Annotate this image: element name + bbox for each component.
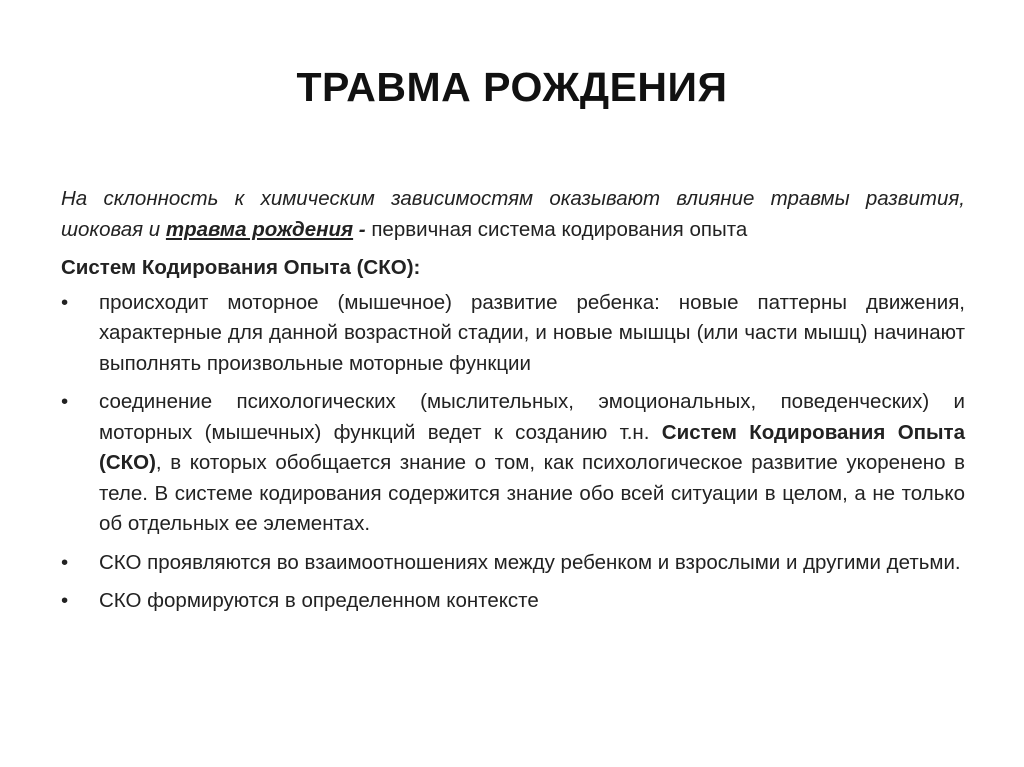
list-item (61, 548, 965, 579)
intro-dash: - (353, 217, 366, 241)
list-item (61, 586, 965, 617)
slide-title: ТРАВМА РОЖДЕНИЯ (296, 64, 728, 110)
bullet-text: происходит моторное (мышечное) развитие ребенка: новые паттерны движения, характерные для данной возрастной стадии, и новые мышцы (или части мышц) начинают выполнять произвольные моторные функции (99, 290, 965, 375)
bullet-icon: • (61, 290, 69, 314)
intro-italic-text: На склонность к химическим зависимостям оказывают влияние травмы развития, шоковая и (61, 187, 965, 241)
bullet-text-bold: Систем Кодирования Опыта (СКО) (99, 420, 965, 474)
slide-content (61, 184, 965, 625)
bullet-text-post: , в которых обобщается знание о том, как психологическое развитие укоренено в теле. В системе кодирования содержится знание обо всей ситуации в целом, а не только об отдельных ее элементах. (99, 451, 965, 535)
bullet-text-pre: соединение психологических (мыслительных, эмоциональных, поведенческих) и моторных (мышечных) функций ведет к созданию т.н. (99, 390, 965, 444)
intro-paragraph (61, 184, 965, 245)
bullet-text: СКО проявляются во взаимоотношениях между ребенком и взрослыми и другими детьми. (99, 550, 961, 574)
bullet-icon: • (61, 390, 69, 413)
subheading: Систем Кодирования Опыта (СКО): (61, 256, 421, 279)
bullet-icon: • (61, 550, 69, 574)
bullet-list (61, 288, 965, 617)
intro-emphasis: травма рождения (165, 217, 354, 241)
bullet-icon: • (61, 589, 69, 612)
bullet-text: СКО формируются в определенном контексте (99, 589, 539, 612)
list-item (61, 288, 965, 380)
list-item (61, 387, 965, 540)
intro-rest-text: первичная система кодирования опыта (365, 217, 748, 241)
